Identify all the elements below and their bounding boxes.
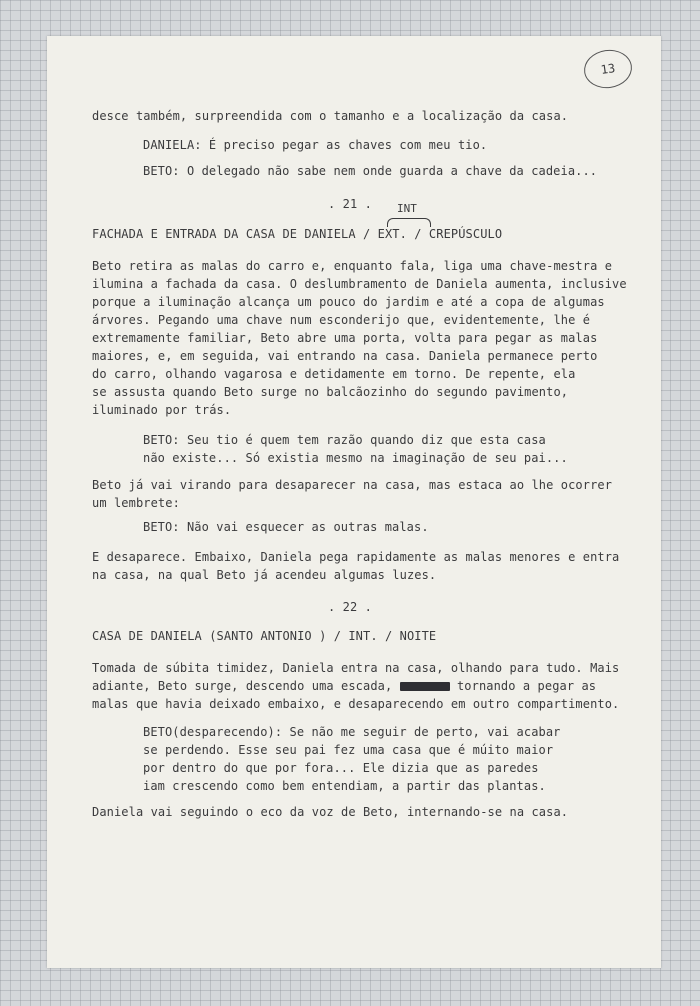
text-line: ilumina a fachada da casa. O deslumbramento de Daniela aumenta, inclusive [92, 277, 627, 291]
text-line: Beto já vai virando para desaparecer na casa, mas estaca ao lhe ocorrer [92, 478, 613, 492]
text-line: um lembrete: [92, 496, 180, 510]
text-line: maiores, e, em seguida, vai entrando na casa. Daniela permanece perto [92, 349, 598, 363]
text-segment: adiante, Beto surge, descendo uma escada, [92, 679, 393, 693]
text-line: se assusta quando Beto surge no balcãozinho do segundo pavimento, [92, 385, 569, 399]
dialogue-beto: BETO: Não vai esquecer as outras malas. [143, 520, 429, 534]
text-segment: tornando a pegar as [456, 679, 597, 693]
dialogue-beto: BETO: O delegado não sabe nem onde guarda a chave da cadeia... [143, 164, 598, 178]
text-line: malas que havia deixado embaixo, e desaparecendo em outro compartimento. [92, 697, 620, 711]
page-number-text: 13 [599, 61, 617, 77]
text-line: do carro, olhando vagarosa e detidamente em torno. De repente, ela [92, 367, 576, 381]
dialogue-beto: por dentro do que por fora... Ele dizia que as paredes [143, 761, 539, 775]
text-line: Tomada de súbita timidez, Daniela entra na casa, olhando para tudo. Mais [92, 661, 620, 675]
scene-number-22: . 22 . [328, 600, 372, 614]
dialogue-beto: iam crescendo como bem entendiam, a partir das plantas. [143, 779, 546, 793]
text-line [92, 678, 596, 694]
dialogue-daniela: DANIELA: É preciso pegar as chaves com meu tio. [143, 138, 488, 152]
text-line: árvores. Pegando uma chave num esconderijo que, evidentemente, lhe é [92, 313, 591, 327]
text-line: E desaparece. Embaixo, Daniela pega rapidamente as malas menores e entra [92, 550, 620, 564]
text-line: desce também, surpreendida com o tamanho e a localização da casa. [92, 109, 569, 123]
text-line: extremamente familiar, Beto abre uma porta, volta para pegar as malas [92, 331, 598, 345]
text-line: iluminado por trás. [92, 403, 232, 417]
typewritten-page [47, 36, 661, 968]
handwritten-insert: INT [397, 202, 417, 215]
dialogue-beto: BETO(desparecendo): Se não me seguir de perto, vai acabar [143, 725, 561, 739]
dialogue-beto: não existe... Só existia mesmo na imaginação de seu pai... [143, 451, 568, 465]
handwritten-brace [387, 218, 431, 227]
dialogue-beto: BETO: Seu tio é quem tem razão quando diz que esta casa [143, 433, 546, 447]
text-line: Daniela vai seguindo o eco da voz de Beto, internando-se na casa. [92, 805, 569, 819]
text-line: porque a iluminação alcança um pouco do jardim e até a copa de algumas [92, 295, 605, 309]
scene-heading-22: CASA DE DANIELA (SANTO ANTONIO ) / INT. / NOITE [92, 629, 437, 643]
redaction-mark [400, 682, 450, 691]
scene-number-21: . 21 . [328, 197, 372, 211]
text-line: Beto retira as malas do carro e, enquanto fala, liga uma chave-mestra e [92, 259, 613, 273]
text-line: na casa, na qual Beto já acendeu algumas luzes. [92, 568, 437, 582]
page-number [582, 47, 635, 91]
scene-heading-21: FACHADA E ENTRADA DA CASA DE DANIELA / EXT. / CREPÚSCULO [92, 227, 503, 241]
dialogue-beto: se perdendo. Esse seu pai fez uma casa que é múito maior [143, 743, 554, 757]
